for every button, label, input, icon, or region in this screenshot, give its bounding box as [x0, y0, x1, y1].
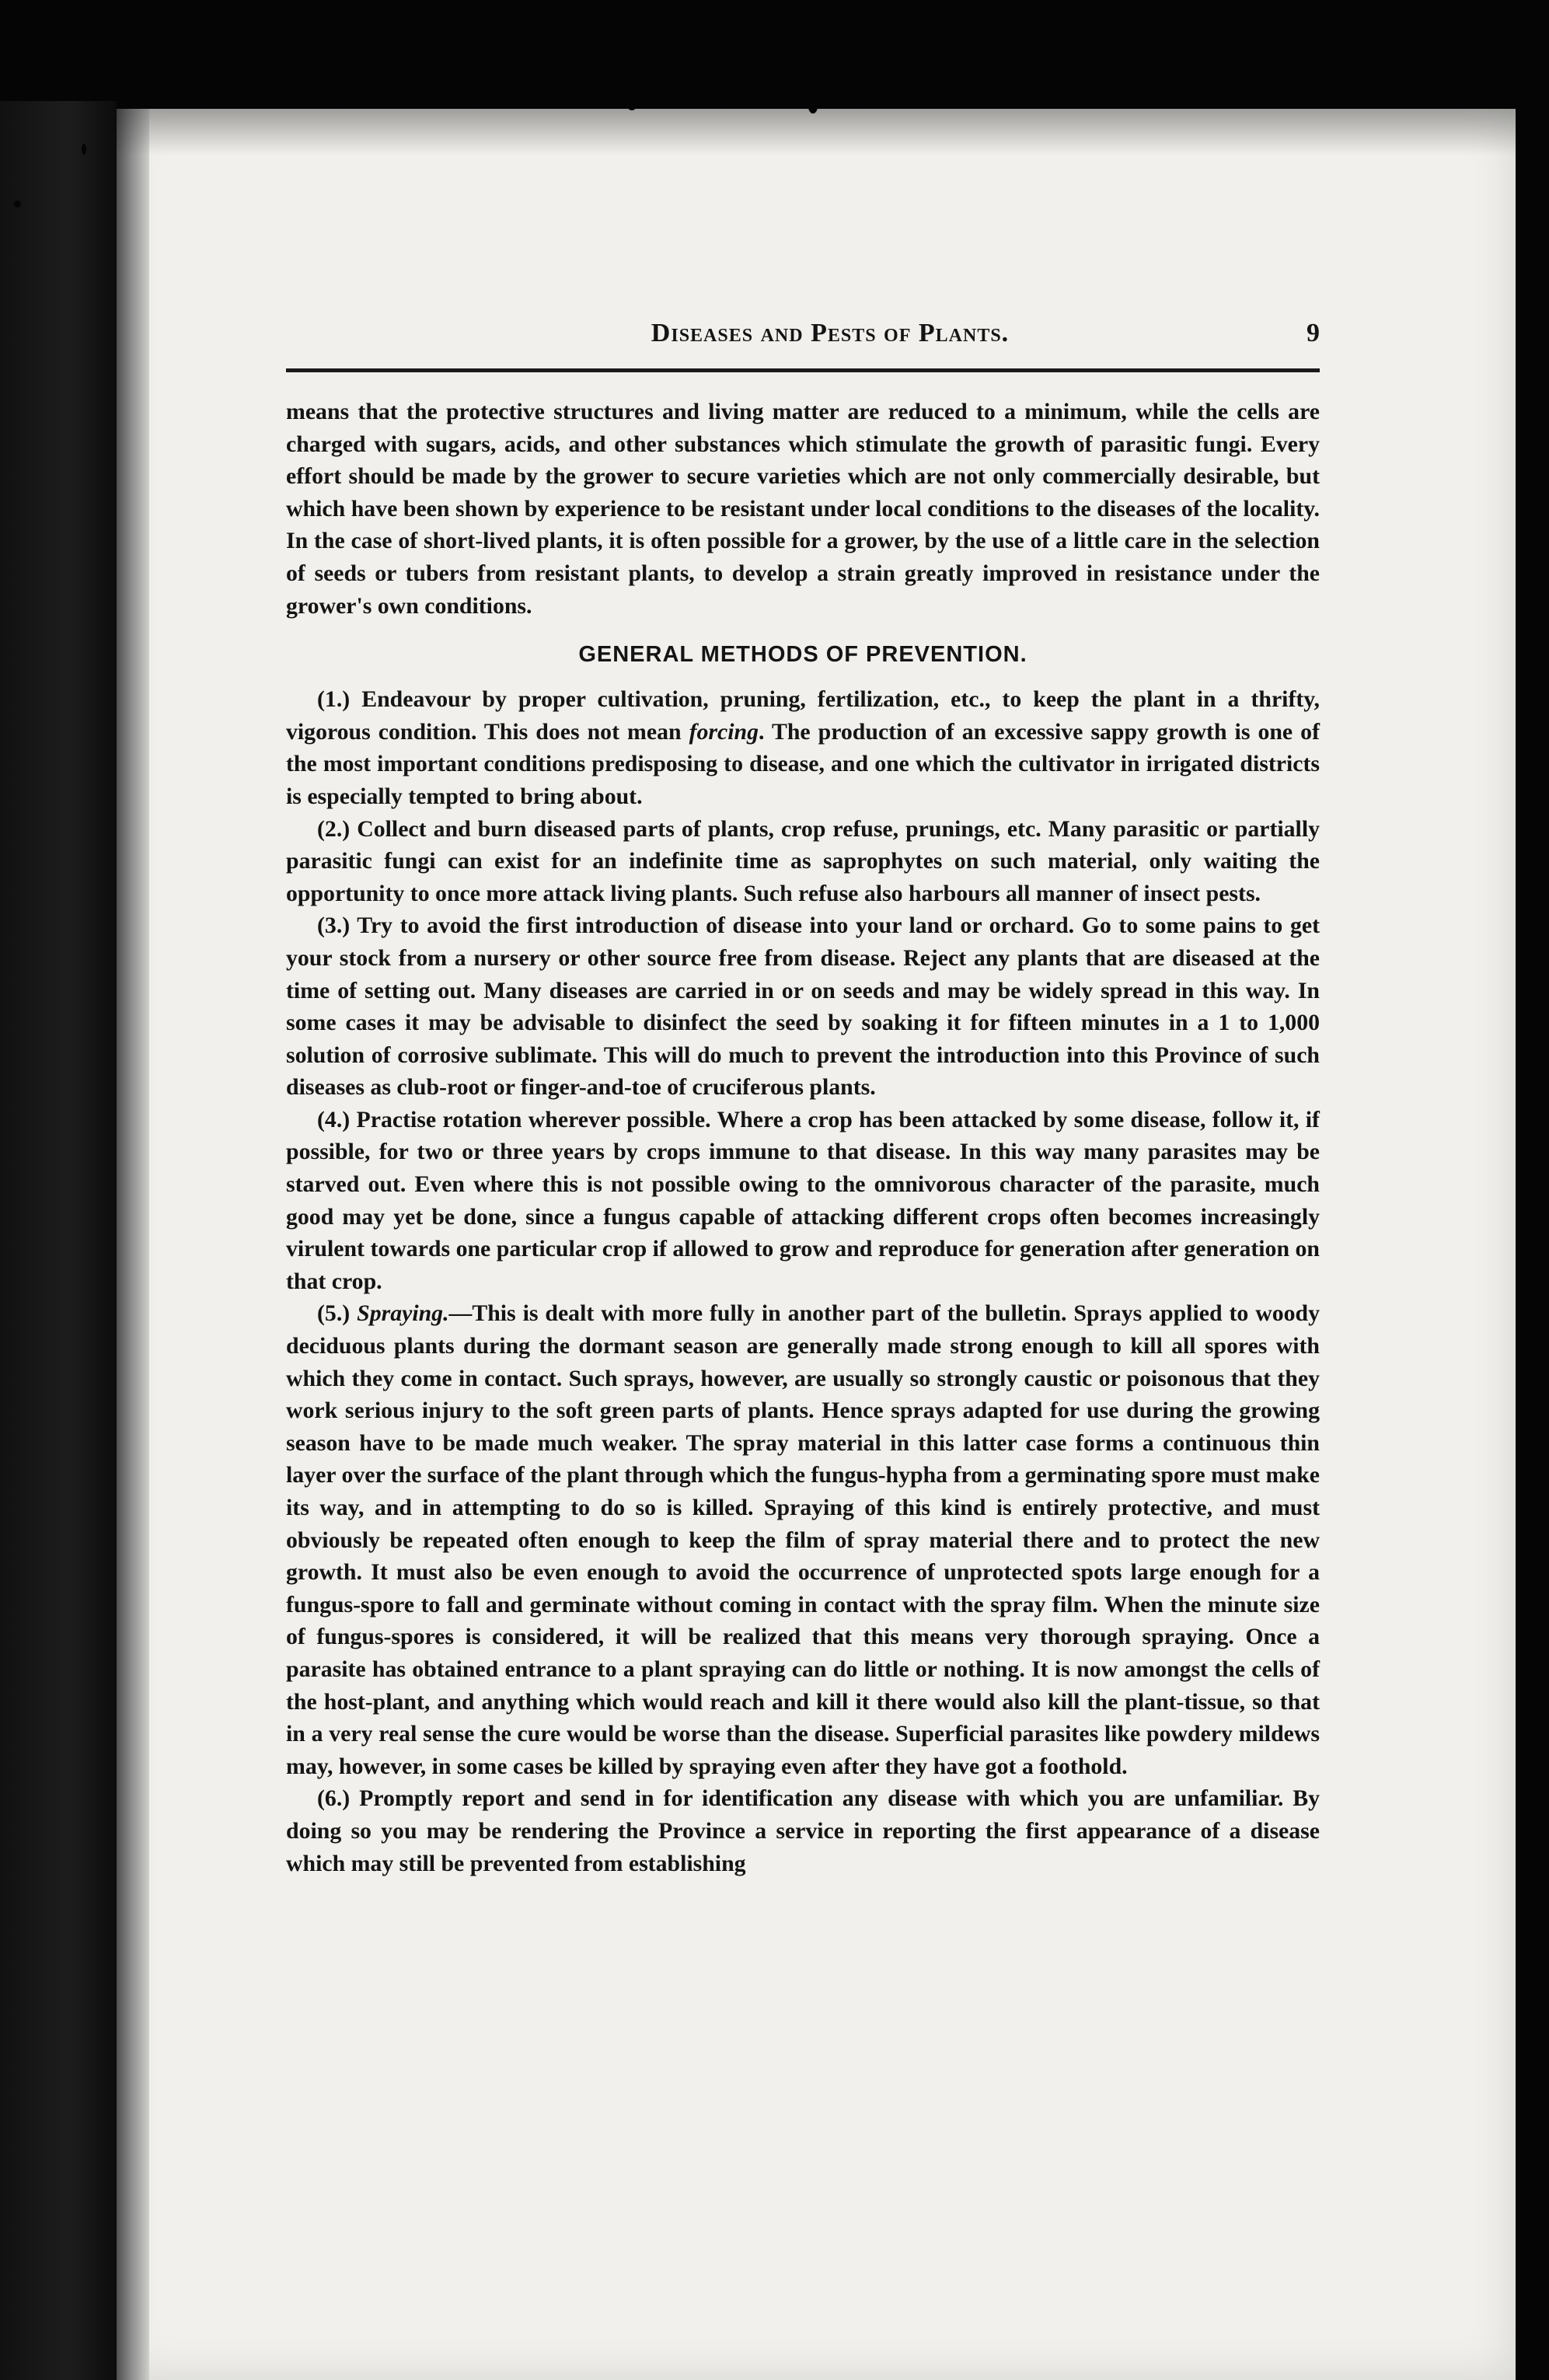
page-spine-shadow: [117, 109, 149, 2380]
item-text: Endeavour by proper cultivation, pruning, fertilization, etc., to keep the plant in a thrifty, vigorous condition. This does not mean: [286, 686, 1320, 745]
item-number: (3.): [317, 913, 351, 939]
item-text-continued: —This is dealt with more fully in another part of the bulletin. Sprays applied to woody deciduous plants during the dormant season are generally made strong enough to kill all spores with which they come in contact. Such sprays, however, are usually so strongly caustic or poisonous that they work serious injury to the soft green parts of plants. Hence sprays adapted for use during the growing season have to be made much weaker. The spray material in this latter case forms a continuous thin layer over the surface of the plant through which the fungus-hypha from a germinating spore must make its way, and in attempting to do so is killed. Spraying of this kind is entirely protective, and must obviously be repeated often enough to keep the film of spray material there and to protect the new growth. It must also be even enough to avoid the occurrence of unprotected spots large enough for a fungus-spore to fall and germinate without coming in contact with the spray film. When the minute size of fungus-spores is considered, it will be realized that this means very thorough spraying. Once a parasite has obtained entrance to a plant spraying can do little or nothing. It is now amongst the cells of the host-plant, and anything which would reach and kill it there would also kill the plant-tissue, so that in a very real sense the cure would be worse than the disease. Superficial parasites like powdery mildews may, however, in some cases be killed by spraying even after they have got a foothold.: [286, 1300, 1320, 1779]
page-text-block: [286, 319, 1320, 1879]
item-number: (2.): [317, 815, 351, 842]
scan-speck: [82, 144, 86, 155]
running-head: [286, 319, 1320, 368]
list-item: [286, 683, 1320, 812]
item-text: Collect and burn diseased parts of plants, crop refuse, prunings, etc. Many parasitic or partially parasitic fungi can exist for an indefinite time as saprophytes on such material, only waiting the opportunity to once more attack living plants. Such refuse also harbours all manner of insect pests.: [286, 815, 1320, 906]
item-number: (1.): [317, 686, 351, 713]
facing-page-edge: [0, 101, 117, 2380]
page-number: 9: [1307, 319, 1320, 347]
running-head-title: Diseases and Pests of Plants.: [651, 319, 1010, 347]
item-number: (6.): [317, 1785, 351, 1812]
header-rule: [286, 368, 1320, 372]
item-text: Promptly report and send in for identification any disease with which you are unfamiliar. By doing so you may be rendering the Province a service in reporting the first appearance of a disease which may still be prevented from establishing: [286, 1785, 1320, 1876]
item-text: Practise rotation wherever possible. Where a crop has been attacked by some disease, follow it, if possible, for two or three years by crops immune to that disease. In this way many parasites may be starved out. Even where this is not possible owing to the omnivorous character of the parasite, much good may yet be done, since a fungus capable of attacking different crops often becomes increasingly virulent towards one particular crop if allowed to grow and reproduce for generation after generation on that crop.: [286, 1106, 1320, 1294]
page-top-shadow: [117, 109, 1516, 155]
scan-speck: [808, 99, 818, 113]
list-item: [286, 909, 1320, 1104]
intro-paragraph: means that the protective structures and living matter are reduced to a minimum, while the cells are charged with sugars, acids, and other substances which stimulate the growth of parasitic fungi. Every effort should be made by the grower to secure varieties which are not only commercially desirable, but which have been shown by experience to be resistant under local conditions to the diseases of the locality. In the case of short-lived plants, it is often possible for a grower, by the use of a little care in the selection of seeds or tubers from resistant plants, to develop a strain greatly improved in resistance under the grower's own conditions.: [286, 399, 1320, 619]
list-item: [286, 1104, 1320, 1298]
item-text-continued: . The production of an excessive sappy growth is one of the most important conditions predisposing to disease, and one which the cultivator in irrigated districts is especially tempted to bring about.: [286, 718, 1320, 809]
list-item: [286, 813, 1320, 910]
item-emphasis: Spraying.: [357, 1300, 449, 1327]
list-item: [286, 1297, 1320, 1782]
item-number: (4.): [317, 1106, 351, 1132]
list-item: [286, 1782, 1320, 1879]
item-emphasis: forcing: [689, 718, 759, 745]
item-text: Try to avoid the first introduction of disease into your land or orchard. Go to some pains to get your stock from a nursery or other source free from disease. Reject any plants that are diseased at the time of setting out. Many diseases are carried in or on seeds and may be widely spread in this way. In some cases it may be advisable to disinfect the seed by soaking it for fifteen minutes in a 1 to 1,000 solution of corrosive sublimate. This will do much to prevent the introduction into this Province of such diseases as club-root or finger-and-toe of cruciferous plants.: [286, 913, 1320, 1101]
section-heading: GENERAL METHODS OF PREVENTION.: [578, 642, 1027, 668]
item-number: (5.): [317, 1300, 351, 1327]
scan-speck: [626, 92, 638, 110]
scan-speck: [14, 201, 21, 208]
